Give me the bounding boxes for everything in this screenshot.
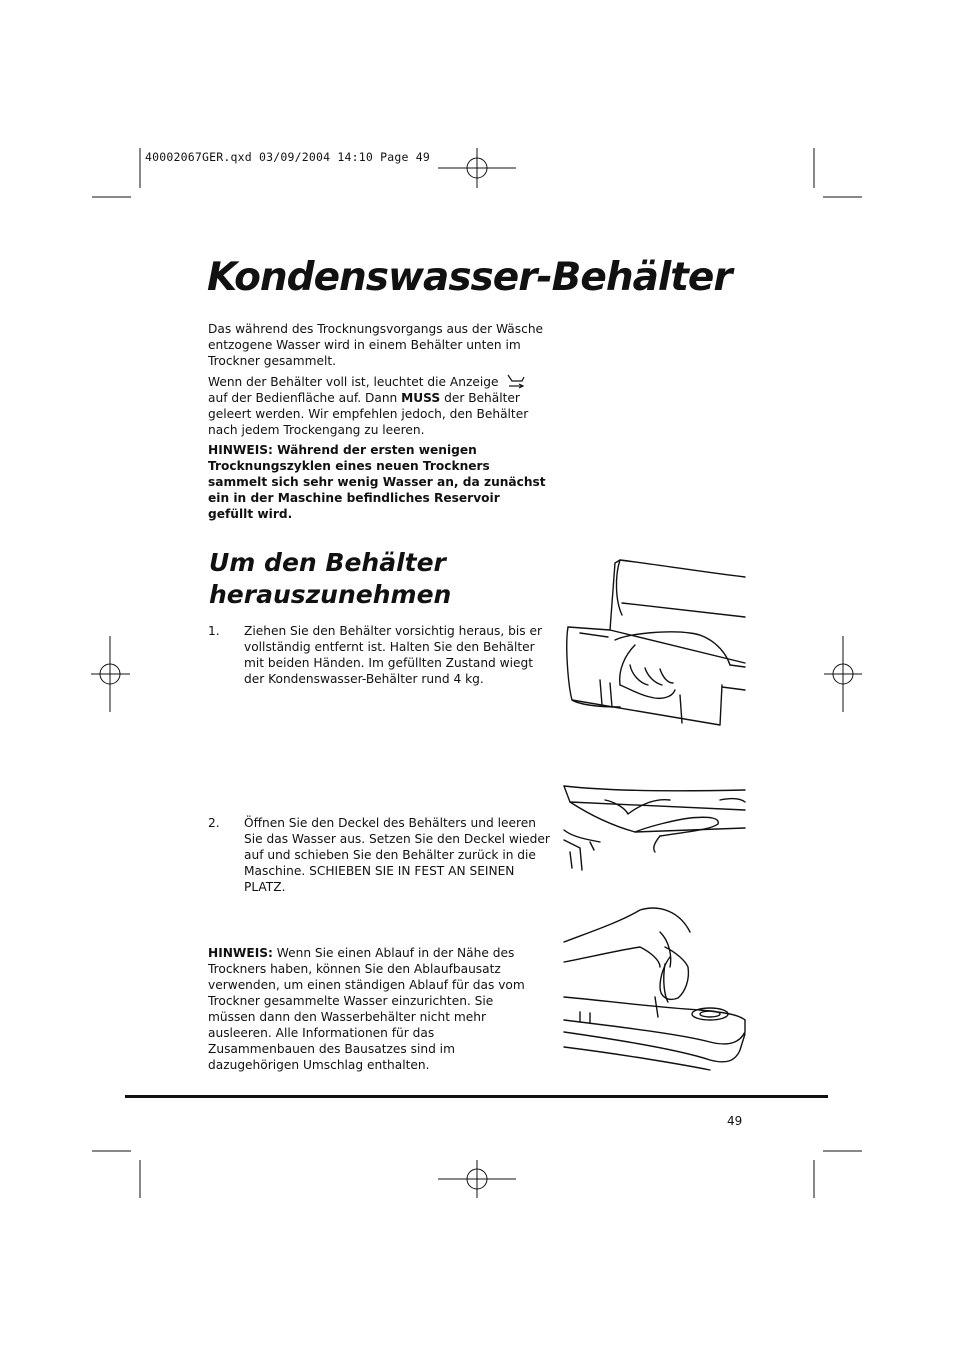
drain-note-text: Wenn Sie einen Ablauf in der Nähe des Trockners haben, können Sie den Ablaufbausatz verwenden, um einen ständigen Ablauf für das vom Trockner gesammelte Wasser einzurichten. Sie müssen dann den Wasserbehälter nicht mehr ausleeren. Alle Informationen für das Zusammenbauen des Bausatzes sind im dazugehörigen Umschlag enthalten.	[208, 946, 525, 1072]
step-1-text: Ziehen Sie den Behälter vorsichtig heraus, bis er vollständig entfernt ist. Halten Sie den Behälter mit beiden Händen. Im gefüllten Zustand wiegt der Kondenswasser-Behälter rund 4 kg.	[244, 624, 542, 686]
step-2-number: 2.	[208, 816, 220, 830]
indicator-text-b: auf der Bedienfläche auf. Dann	[208, 391, 398, 405]
step-2-text: Öffnen Sie den Deckel des Behälters und leeren Sie das Wasser aus. Setzen Sie den Deckel wieder auf und schieben Sie den Behälter zurück in die Maschine. SCHIEBEN SIE IN FEST AN SEINEN PLATZ.	[244, 816, 550, 894]
pull-out-container-illustration	[560, 555, 750, 730]
footer-rule	[125, 1095, 828, 1098]
section-heading	[209, 547, 549, 611]
drain-note-label: HINWEIS:	[208, 946, 273, 960]
intro-paragraph: Das während des Trocknungsvorgangs aus der Wäsche entzogene Wasser wird in einem Behälter unten im Trockner gesammelt.	[208, 322, 544, 368]
indicator-paragraph	[208, 373, 548, 438]
first-cycles-note: HINWEIS: Während der ersten wenigen Trocknungszyklen eines neuen Trockners sammelt sich sehr wenig Wasser an, da zunächst ein in der Maschine befindliches Reservoir gefüllt wird.	[208, 443, 546, 521]
page-title: Kondenswasser-Behälter	[207, 255, 732, 300]
must-emphasis: MUSS	[401, 391, 441, 405]
section-heading-line1: Um den Behälter	[209, 548, 446, 577]
indicator-text-a: Wenn der Behälter voll ist, leuchtet die Anzeige	[208, 375, 499, 389]
page-number: 49	[727, 1114, 743, 1128]
drain-kit-illustration	[560, 902, 750, 1072]
drain-kit-note	[208, 945, 538, 1073]
section-heading-line2: herauszunehmen	[209, 580, 452, 609]
indicator-text-c: der Behälter geleert werden. Wir empfehlen jedoch, den Behälter nach jedem Trockengang zu leeren.	[208, 391, 529, 437]
file-slug: 40002067GER.qxd 03/09/2004 14:10 Page 49	[145, 150, 430, 164]
step-1-number: 1.	[208, 624, 220, 638]
open-lid-illustration	[560, 780, 750, 875]
water-tank-indicator-icon	[506, 373, 526, 389]
